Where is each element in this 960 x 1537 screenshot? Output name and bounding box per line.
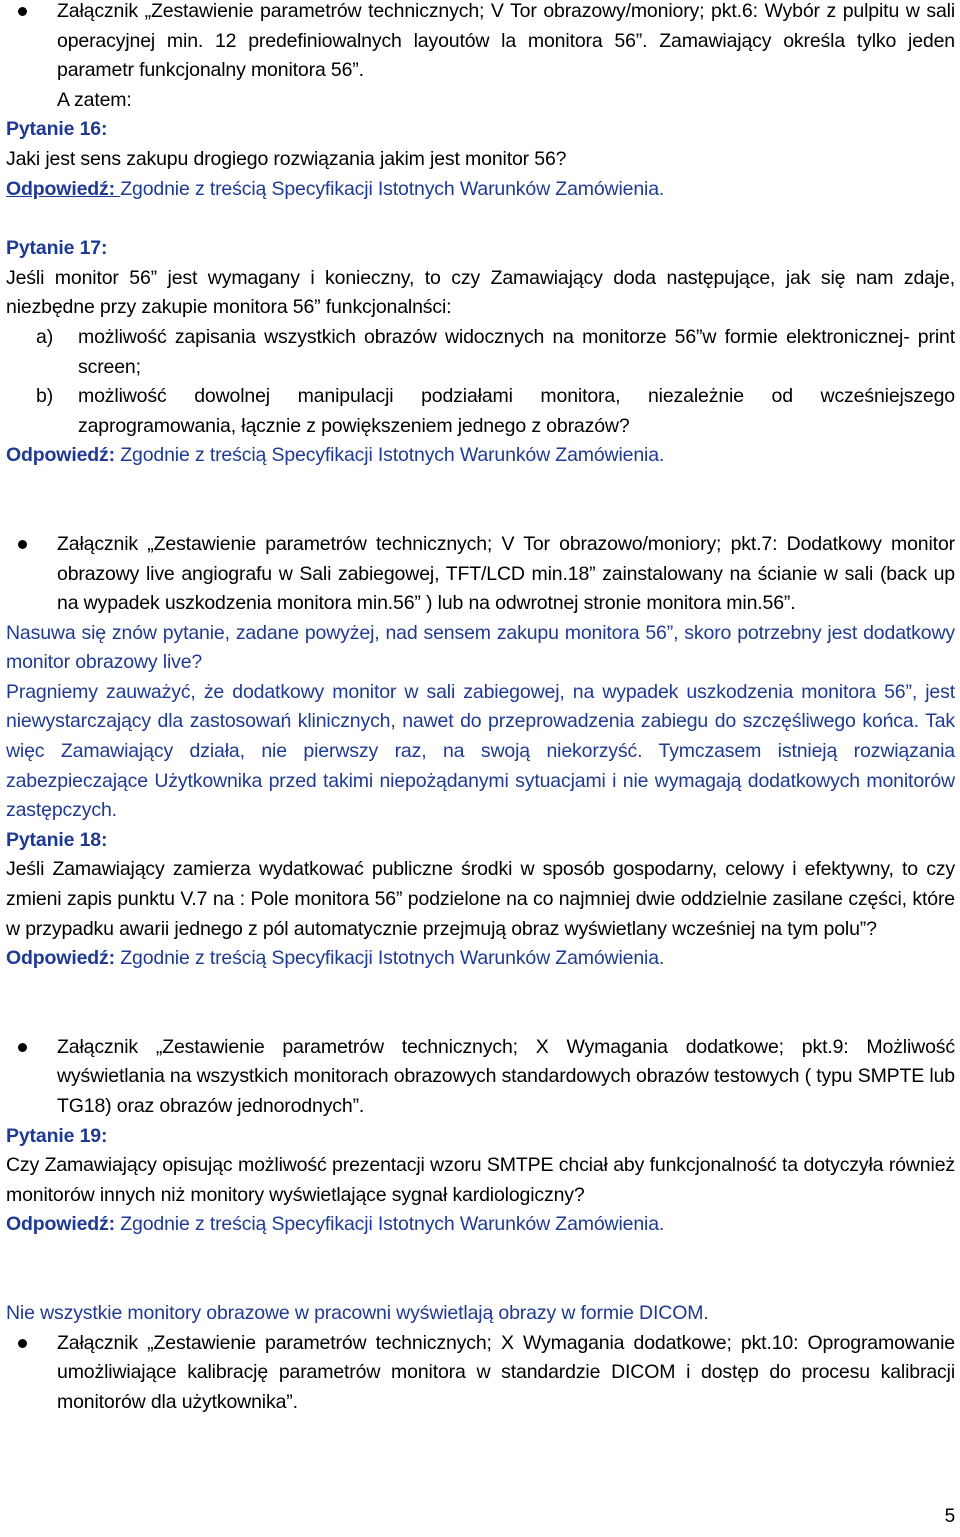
question-17 <box>6 234 955 471</box>
question-17-heading: Pytanie 17: <box>6 237 108 260</box>
question-16-heading: Pytanie 16: <box>6 118 108 141</box>
bullet-icon <box>18 1043 27 1052</box>
answer-text: Zgodnie z treścią Specyfikacji Istotnych Warunków Zamówienia. <box>115 1213 665 1236</box>
question-17-text: Jeśli monitor 56” jest wymagany i konieczny, to czy Zamawiający doda następujące, jak się nam zdaje, niezbędne przy zakupie monitora 56” funkcjonalnści: <box>6 266 955 319</box>
question-18 <box>6 826 955 974</box>
answer-text: Zgodnie z treścią Specyfikacji Istotnych Warunków Zamówienia. <box>120 177 665 200</box>
closing-text: Nie wszystkie monitory obrazowe w pracowni wyświetlają obrazy w formie DICOM. <box>6 1301 709 1324</box>
question-17-item-a <box>6 323 955 382</box>
item-text: możliwość zapisania wszystkich obrazów widocznych na monitorze 56”w formie elektronicznej- print screen; <box>78 325 955 378</box>
item-marker: b) <box>36 385 54 408</box>
document-page <box>6 0 955 1417</box>
question-16 <box>6 115 955 204</box>
pkt10-bullet <box>6 1329 955 1418</box>
pkt9-bullet <box>6 1033 955 1122</box>
question-18-answer <box>6 944 955 974</box>
question-19-heading: Pytanie 19: <box>6 1124 108 1147</box>
answer-label: Odpowiedź: <box>6 947 115 970</box>
intro-tail: A zatem: <box>57 88 132 111</box>
pkt7-paragraph-2: Pragniemy zauważyć, że dodatkowy monitor w sali zabiegowej, na wypadek uszkodzenia monitora 56”, jest niewystarczający dla zastosowań klinicznych, nawet do przeprowadzenia zabiegu do szczęśliwego końca. Tak więc Zamawiający działa, nie pierwszy raz, na swoją niekorzyść. Tymczasem istnieją rozwiązania zabezpieczające Użytkownika przed takimi niepożądanymi sytuacjami i nie wymagają dodatkowych monitorów zastępczych. <box>6 680 955 822</box>
bullet-icon <box>18 7 27 16</box>
question-19 <box>6 1122 955 1240</box>
question-17-item-b <box>6 382 955 441</box>
intro-bullet <box>6 0 955 115</box>
answer-label: Odpowiedź: <box>6 1213 115 1236</box>
pkt7-paragraph-1: Nasuwa się znów pytanie, zadane powyżej, nad sensem zakupu monitora 56”, skoro potrzebny jest dodatkowy monitor obrazowy live? <box>6 621 955 674</box>
question-19-text: Czy Zamawiający opisując możliwość prezentacji wzoru SMTPE chciał aby funkcjonalność ta dotyczyła również monitorów innych niż monitory wyświetlające sygnał kardiologiczny? <box>6 1154 955 1206</box>
item-marker: a) <box>36 325 54 348</box>
bullet-icon <box>18 1339 27 1348</box>
pkt7-bullet <box>6 530 955 619</box>
bullet-icon <box>18 540 27 549</box>
question-16-answer <box>6 175 955 205</box>
answer-text: Zgodnie z treścią Specyfikacji Istotnych Warunków Zamówienia. <box>115 444 665 467</box>
pkt10-bullet-text: Załącznik „Zestawienie parametrów technicznych; X Wymagania dodatkowe; pkt.10: Oprogramowanie umożliwiające kalibrację parametrów monitora w standardzie DICOM i dostęp do procesu kalibracji monitorów dla użytkownika”. <box>57 1331 955 1413</box>
intro-bullet-text: Załącznik „Zestawienie parametrów technicznych; V Tor obrazowy/moniory; pkt.6: Wybór z pulpitu w sali operacyjnej min. 12 predefiniowalnych layoutów la monitora 56”. Zamawiający określa tylko jeden parametr funkcjonalny monitora 56”. <box>57 0 955 82</box>
question-18-text: Jeśli Zamawiający zamierza wydatkować publiczne środki w sposób gospodarny, celowy i efektywny, to czy zmieni zapis punktu V.7 na : Pole monitora 56” podzielone na co najmniej dwie oddzielnie zasilane części, które w przypadku awarii jednego z pól automatycznie przejmują obraz wyświetlany wcześniej na tym polu”? <box>6 858 955 940</box>
question-16-text: Jaki jest sens zakupu drogiego rozwiązania jakim jest monitor 56? <box>6 147 567 170</box>
item-text: możliwość dowolnej manipulacji podziałami monitora, niezależnie od wcześniejszego zaprogramowania, łącznie z powiększeniem jednego z obrazów? <box>78 385 955 437</box>
question-17-answer <box>6 441 955 471</box>
pkt7-bullet-text: Załącznik „Zestawienie parametrów technicznych; V Tor obrazowo/moniory; pkt.7: Dodatkowy monitor obrazowy live angiografu w Sali zabiegowej, TFT/LCD min.18” zainstalowany na ścianie w sali (back up na wypadek uszkodzenia monitora min.56” ) lub na odwrotnej stronie monitora min.56”. <box>57 532 955 615</box>
pkt9-bullet-text: Załącznik „Zestawienie parametrów technicznych; X Wymagania dodatkowe; pkt.9: Możliwość wyświetlania na wszystkich monitorach obrazowych standardowych obrazów testowych ( typu SMPTE lub TG18) oraz obrazów jednorodnych”. <box>57 1035 955 1117</box>
question-19-answer <box>6 1210 955 1240</box>
answer-label: Odpowiedź: <box>6 444 115 467</box>
page-number: 5 <box>944 1506 955 1527</box>
answer-text: Zgodnie z treścią Specyfikacji Istotnych Warunków Zamówienia. <box>115 947 665 970</box>
question-18-heading: Pytanie 18: <box>6 828 108 851</box>
answer-label: Odpowiedź: <box>6 177 121 200</box>
